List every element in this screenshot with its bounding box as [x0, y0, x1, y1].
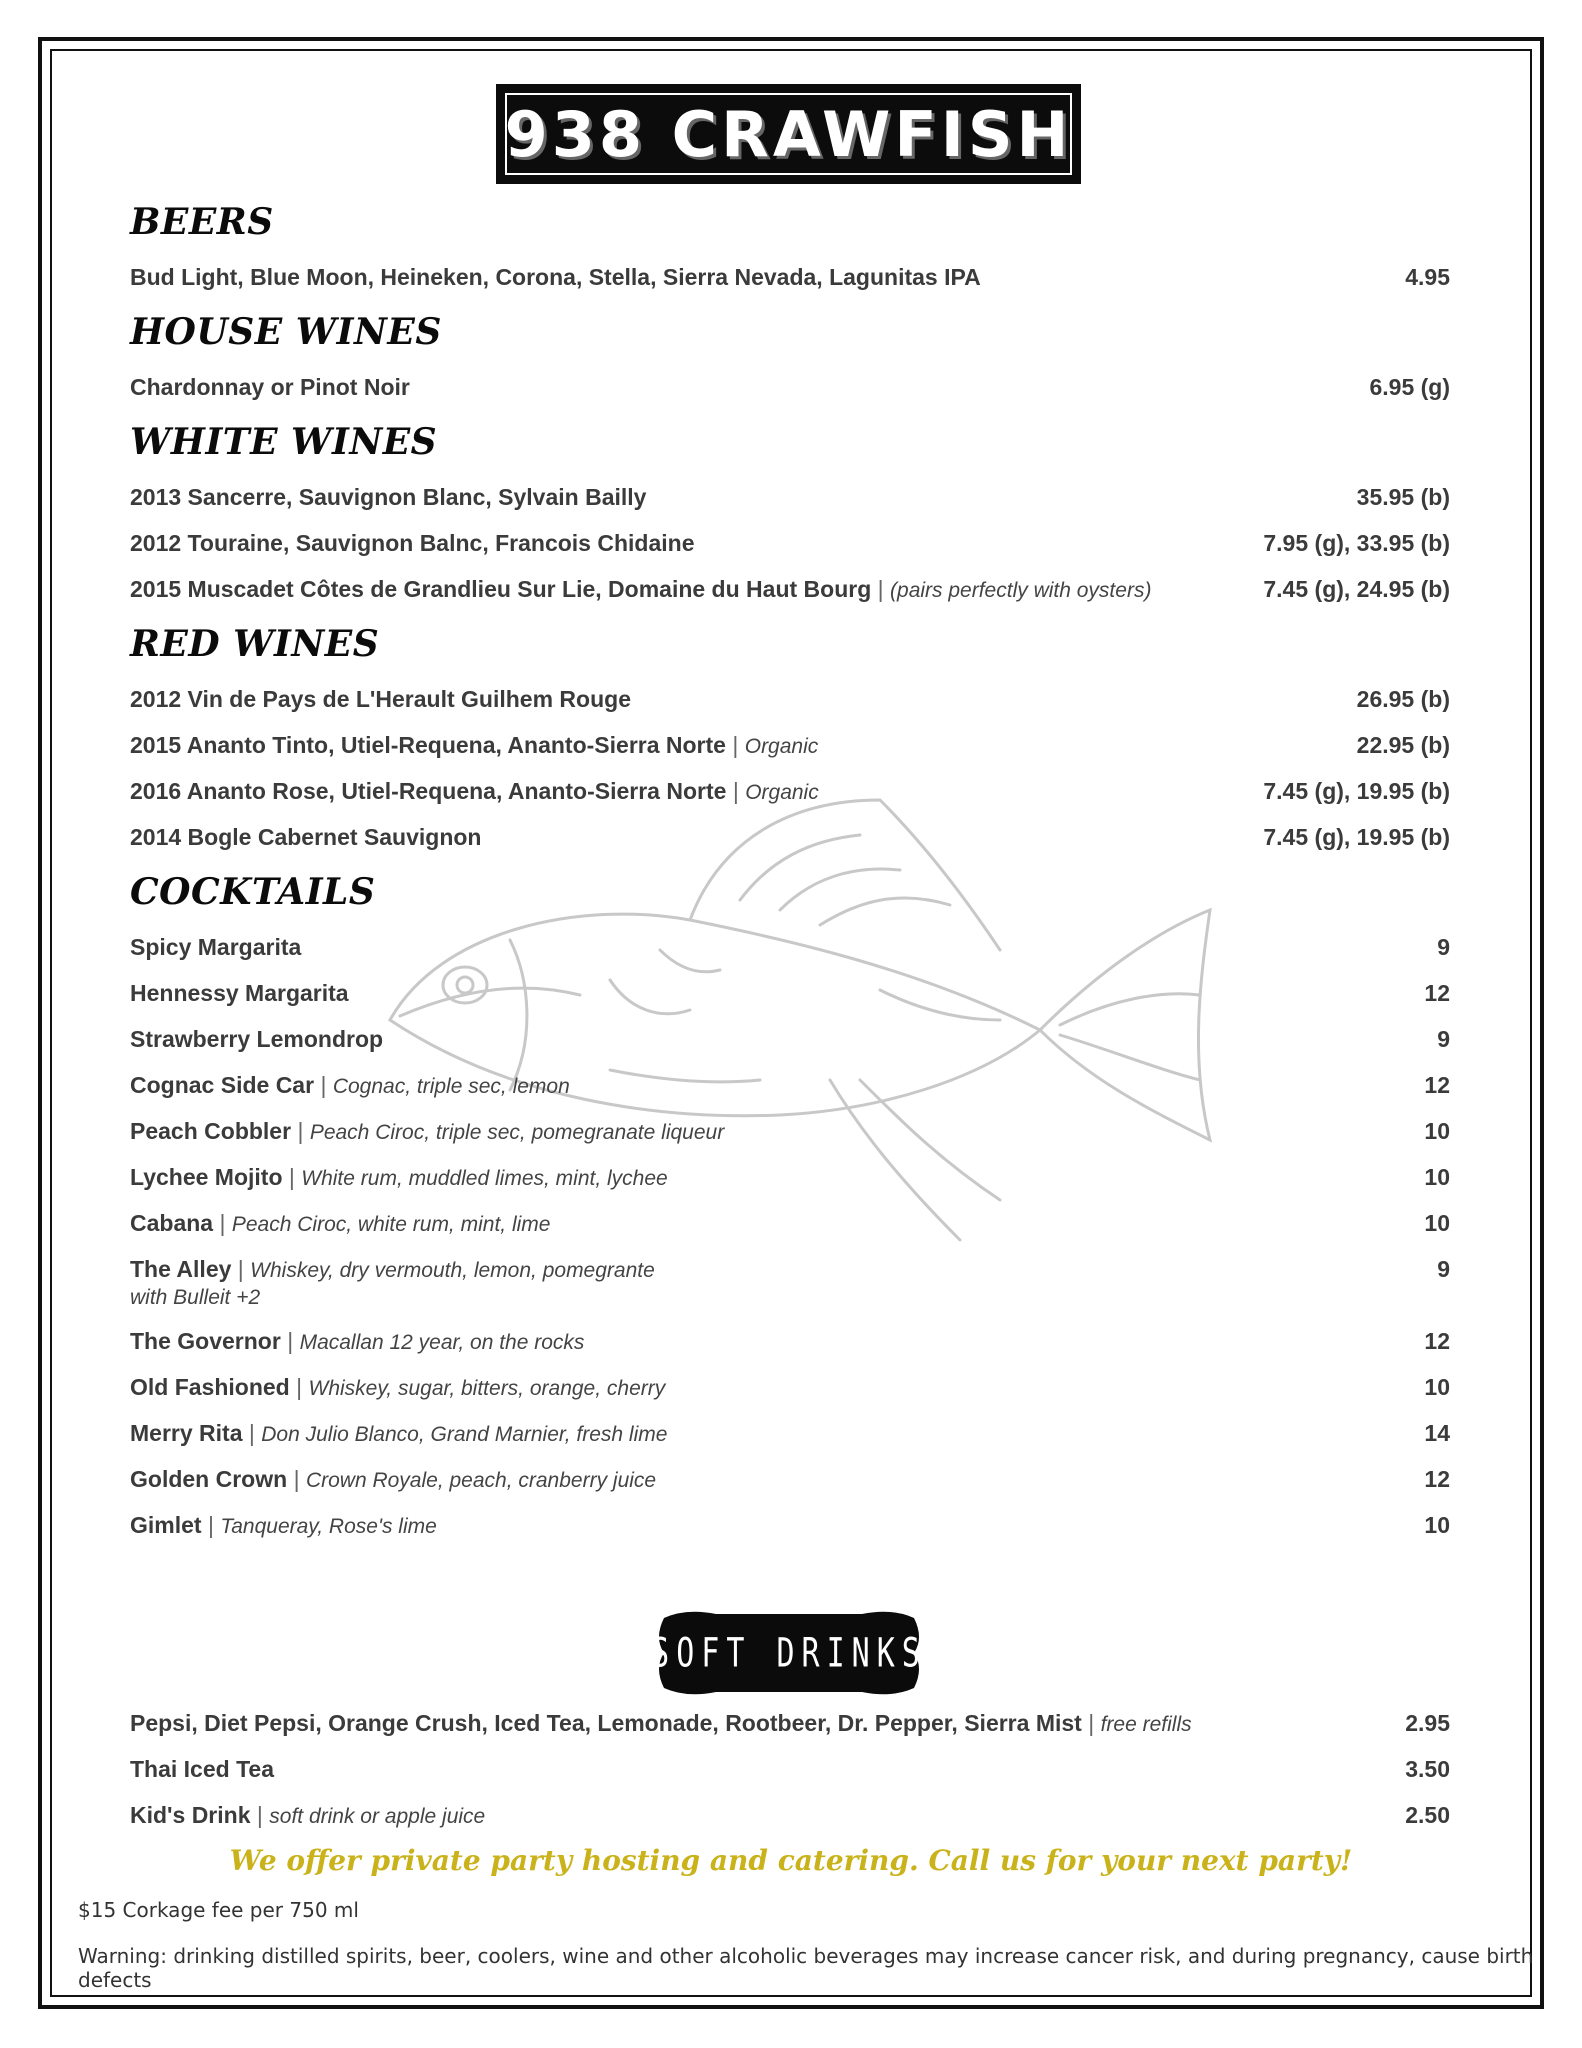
item-name: 2012 Vin de Pays de L'Herault Guilhem Rouge — [130, 686, 631, 712]
item-name: Chardonnay or Pinot Noir — [130, 374, 410, 400]
separator: | — [207, 1512, 214, 1538]
menu-item — [130, 1792, 1450, 1838]
promo-banner-text: We offer private party hosting and catering. Call us for your next party! — [229, 1844, 1353, 1877]
menu-item — [130, 364, 1450, 410]
item-name: Bud Light, Blue Moon, Heineken, Corona, Stella, Sierra Nevada, Lagunitas IPA — [130, 264, 981, 290]
item-description: Crown Royale, peach, cranberry juice — [305, 1469, 657, 1492]
separator: | — [296, 1374, 303, 1400]
item-name: Kid's Drink — [130, 1802, 251, 1828]
item-name: 2013 Sancerre, Sauvignon Blanc, Sylvain Bailly — [130, 484, 647, 510]
soft-drinks-heading: SOFT DRINKS — [651, 1629, 927, 1677]
menu-item — [130, 1154, 1450, 1200]
item-price: 4.95 — [1405, 264, 1450, 290]
menu-item — [130, 1502, 1450, 1548]
item-name: Lychee Mojito — [130, 1164, 283, 1190]
item-description: Whiskey, dry vermouth, lemon, pomegrante — [250, 1259, 655, 1282]
item-price: 10 — [1424, 1164, 1450, 1190]
menu-item — [130, 1246, 1450, 1318]
item-name: 2012 Touraine, Sauvignon Balnc, Francois Chidaine — [130, 530, 695, 556]
item-name: 2015 Muscadet Côtes de Grandlieu Sur Lie, Domaine du Haut Bourg — [130, 576, 872, 602]
separator: | — [287, 1328, 294, 1354]
separator: | — [237, 1256, 244, 1282]
corkage-note: $15 Corkage fee per 750 ml — [78, 1898, 359, 1922]
item-price: 10 — [1424, 1118, 1450, 1144]
item-name: Golden Crown — [130, 1466, 288, 1492]
separator: | — [732, 732, 739, 758]
item-price: 7.95 (g), 33.95 (b) — [1263, 530, 1450, 556]
item-name: Cognac Side Car — [130, 1072, 315, 1098]
menu-item — [130, 254, 1450, 300]
menu-item — [130, 474, 1450, 520]
menu-item — [130, 1364, 1450, 1410]
menu-item — [130, 1700, 1450, 1746]
menu-item — [130, 1062, 1450, 1108]
soft-drinks-banner — [646, 1608, 932, 1698]
item-price: 3.50 — [1405, 1756, 1450, 1782]
item-name: Spicy Margarita — [130, 934, 302, 960]
menu-item — [130, 520, 1450, 566]
item-price: 7.45 (g), 19.95 (b) — [1263, 778, 1450, 804]
item-price: 12 — [1424, 980, 1450, 1006]
section-heading-red-wines: RED WINES — [130, 623, 380, 665]
menu-item — [130, 1200, 1450, 1246]
item-name: The Alley — [130, 1256, 232, 1282]
item-price: 14 — [1424, 1420, 1450, 1446]
item-name: 2015 Ananto Tinto, Utiel-Requena, Ananto-Sierra Norte — [130, 732, 726, 758]
menu-item — [130, 1746, 1450, 1792]
separator: | — [219, 1210, 226, 1236]
separator: | — [732, 778, 739, 804]
item-price: 2.50 — [1405, 1802, 1450, 1828]
item-description: soft drink or apple juice — [269, 1805, 486, 1828]
menu-item — [130, 1108, 1450, 1154]
item-description: (pairs perfectly with oysters) — [890, 579, 1152, 602]
menu-item — [130, 676, 1450, 722]
menu-item — [130, 1456, 1450, 1502]
item-description: Cognac, triple sec, lemon — [332, 1075, 570, 1098]
restaurant-title-box — [496, 84, 1081, 184]
menu-item — [130, 1318, 1450, 1364]
separator: | — [256, 1802, 263, 1828]
item-description: White rum, muddled limes, mint, lychee — [301, 1167, 668, 1190]
section-heading-cocktails: COCKTAILS — [130, 871, 376, 913]
separator: | — [297, 1118, 304, 1144]
item-name: Pepsi, Diet Pepsi, Orange Crush, Iced Tea, Lemonade, Rootbeer, Dr. Pepper, Sierra Mist — [130, 1710, 1082, 1736]
item-description: Macallan 12 year, on the rocks — [299, 1331, 585, 1354]
item-name: Strawberry Lemondrop — [130, 1026, 384, 1052]
separator: | — [288, 1164, 295, 1190]
menu-content — [130, 190, 1450, 1548]
item-price: 7.45 (g), 19.95 (b) — [1263, 824, 1450, 850]
item-description: Organic — [744, 735, 819, 758]
soft-drinks-list — [130, 1700, 1450, 1838]
item-description: Tanqueray, Rose's lime — [220, 1515, 437, 1538]
item-price: 9 — [1437, 1026, 1450, 1052]
item-name: The Governor — [130, 1328, 281, 1354]
item-name: Hennessy Margarita — [130, 980, 349, 1006]
separator: | — [1088, 1710, 1095, 1736]
item-price: 12 — [1424, 1072, 1450, 1098]
item-description: Peach Ciroc, white rum, mint, lime — [231, 1213, 551, 1236]
restaurant-title: 938 CRAWFISH — [504, 97, 1073, 171]
item-description: Organic — [745, 781, 819, 804]
menu-item — [130, 924, 1450, 970]
item-price: 10 — [1424, 1210, 1450, 1236]
item-price: 9 — [1437, 1256, 1450, 1282]
item-price: 22.95 (b) — [1356, 732, 1450, 758]
health-warning: Warning: drinking distilled spirits, beer, coolers, wine and other alcoholic beverages may increase cancer risk, and during pregnancy, cause birth defects — [78, 1944, 1534, 1992]
section-heading-house-wines: HOUSE WINES — [130, 311, 442, 353]
item-price: 6.95 (g) — [1369, 374, 1450, 400]
item-price: 9 — [1437, 934, 1450, 960]
item-name: Thai Iced Tea — [130, 1756, 275, 1782]
item-price: 2.95 — [1405, 1710, 1450, 1736]
menu-item — [130, 768, 1450, 814]
item-price: 10 — [1424, 1512, 1450, 1538]
item-price: 10 — [1424, 1374, 1450, 1400]
separator: | — [248, 1420, 255, 1446]
item-name: Old Fashioned — [130, 1374, 290, 1400]
item-price: 26.95 (b) — [1356, 686, 1450, 712]
menu-item — [130, 970, 1450, 1016]
item-name: Merry Rita — [130, 1420, 243, 1446]
section-heading-white-wines: WHITE WINES — [130, 421, 438, 463]
separator: | — [320, 1072, 327, 1098]
item-description: Peach Ciroc, triple sec, pomegranate liqueur — [309, 1121, 725, 1144]
menu-item — [130, 722, 1450, 768]
item-name: 2014 Bogle Cabernet Sauvignon — [130, 824, 482, 850]
item-name: Peach Cobbler — [130, 1118, 292, 1144]
menu-item — [130, 814, 1450, 860]
item-price: 7.45 (g), 24.95 (b) — [1263, 576, 1450, 602]
item-price: 35.95 (b) — [1356, 484, 1450, 510]
item-price: 12 — [1424, 1466, 1450, 1492]
item-price: 12 — [1424, 1328, 1450, 1354]
item-description: Whiskey, sugar, bitters, orange, cherry — [308, 1377, 666, 1400]
item-description: free refills — [1100, 1713, 1192, 1736]
item-name: Gimlet — [130, 1512, 202, 1538]
item-name: Cabana — [130, 1210, 214, 1236]
separator: | — [293, 1466, 300, 1492]
menu-item — [130, 1410, 1450, 1456]
section-heading-beers: BEERS — [130, 201, 274, 243]
item-name: 2016 Ananto Rose, Utiel-Requena, Ananto-Sierra Norte — [130, 778, 727, 804]
item-subnote: with Bulleit +2 — [130, 1286, 261, 1309]
item-description: Don Julio Blanco, Grand Marnier, fresh lime — [261, 1423, 668, 1446]
menu-item — [130, 1016, 1450, 1062]
separator: | — [877, 576, 884, 602]
menu-item — [130, 566, 1450, 612]
